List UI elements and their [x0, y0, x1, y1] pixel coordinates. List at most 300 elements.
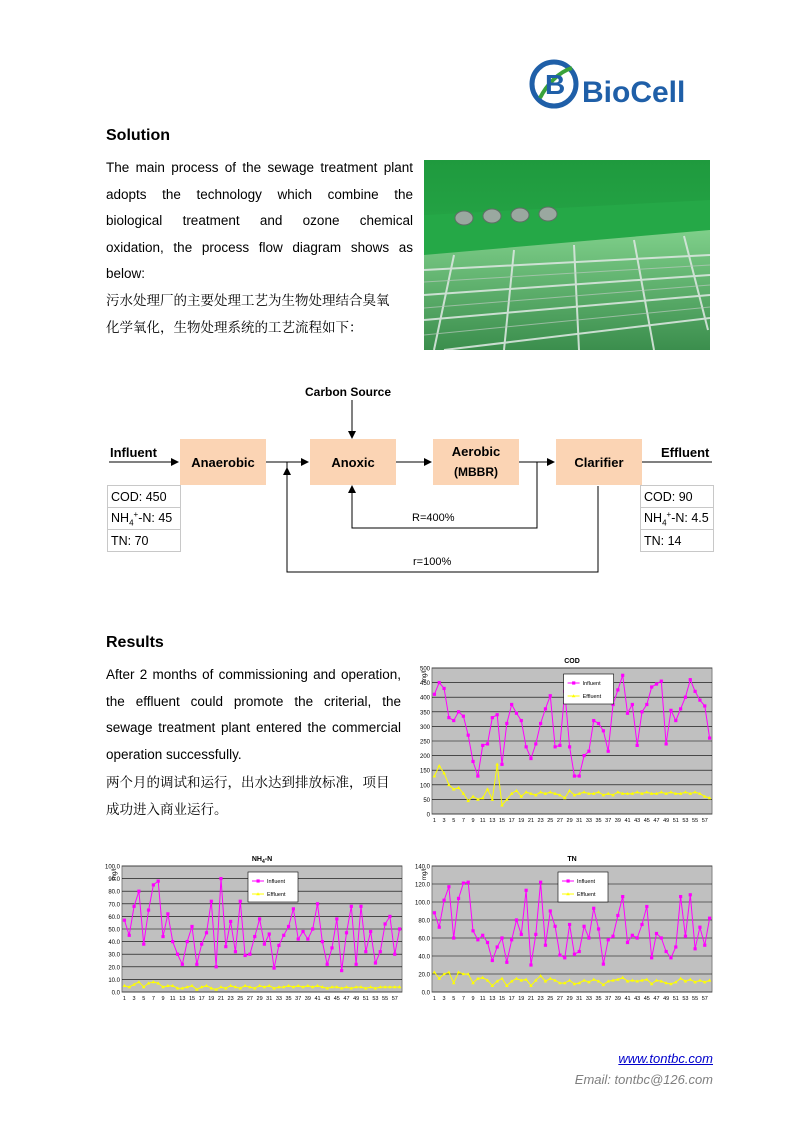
data-point	[694, 690, 697, 693]
data-point	[515, 918, 518, 921]
data-point	[549, 909, 552, 912]
x-tick-label: 21	[217, 996, 225, 1002]
data-point	[355, 963, 358, 966]
x-tick-label: 39	[614, 818, 621, 824]
data-point	[660, 680, 663, 683]
data-point	[529, 757, 532, 760]
data-point	[350, 905, 353, 908]
influent-tn: TN: 70	[107, 529, 181, 552]
x-tick-label: 15	[188, 996, 196, 1002]
data-point	[573, 953, 576, 956]
treatment-tank-photo	[424, 160, 710, 350]
data-point	[602, 729, 605, 732]
data-point	[534, 933, 537, 936]
data-point	[123, 919, 126, 922]
x-tick-label: 5	[452, 818, 456, 824]
y-tick-label: 90.0	[108, 877, 120, 884]
legend-label: Effluent	[577, 892, 596, 898]
x-tick-label: 45	[333, 996, 340, 1002]
data-point	[679, 895, 682, 898]
x-tick-label: 55	[692, 818, 699, 824]
data-point	[335, 917, 338, 920]
x-tick-label: 55	[382, 996, 389, 1002]
data-point	[287, 925, 290, 928]
data-point	[433, 693, 436, 696]
data-point	[544, 707, 547, 710]
data-point	[457, 897, 460, 900]
data-point	[534, 742, 537, 745]
data-point	[486, 742, 489, 745]
results-line-1: After 2 months of commissioning and operation,	[106, 667, 401, 682]
x-tick-label: 9	[471, 996, 475, 1002]
x-tick-label: 7	[461, 818, 465, 824]
data-point	[505, 722, 508, 725]
x-tick-label: 11	[169, 996, 176, 1002]
results-cn-line-1: 两个月的调试和运行，出水达到排放标准，项目	[106, 775, 390, 791]
y-tick-label: 0.0	[421, 990, 430, 997]
solution-line-1: The main process of the sewage treatment plant	[106, 160, 413, 175]
data-point	[640, 710, 643, 713]
x-tick-label: 51	[362, 996, 369, 1002]
data-point	[321, 940, 324, 943]
data-point	[481, 934, 484, 937]
y-tick-label: 250	[419, 739, 430, 746]
data-point	[326, 963, 329, 966]
data-point	[438, 681, 441, 684]
legend	[558, 872, 608, 902]
carbon-source-label: Carbon Source	[305, 385, 392, 399]
x-tick-label: 29	[566, 818, 573, 824]
x-tick-label: 27	[556, 996, 563, 1002]
data-point	[359, 905, 362, 908]
data-point	[215, 965, 218, 968]
x-tick-label: 23	[537, 818, 544, 824]
x-tick-label: 3	[442, 818, 446, 824]
x-tick-label: 53	[682, 818, 689, 824]
x-tick-label: 45	[643, 996, 650, 1002]
data-point	[253, 935, 256, 938]
x-tick-label: 1	[122, 996, 126, 1002]
x-tick-label: 57	[701, 818, 708, 824]
data-point	[292, 907, 295, 910]
data-point	[176, 953, 179, 956]
data-point	[650, 685, 653, 688]
data-point	[520, 719, 523, 722]
data-point	[272, 966, 275, 969]
legend-label: Effluent	[582, 694, 602, 700]
data-point	[616, 914, 619, 917]
aerobic-box	[433, 439, 519, 485]
data-point	[587, 750, 590, 753]
data-point	[607, 750, 610, 753]
data-point	[568, 745, 571, 748]
data-point	[582, 925, 585, 928]
data-point	[369, 930, 372, 933]
data-point	[181, 963, 184, 966]
x-tick-label: 3	[442, 996, 446, 1002]
results-line-3: sewage treatment plant entered the commercial	[106, 720, 401, 735]
effluent-nh4-text: $NH_4^+-N$: 4.5	[644, 509, 709, 528]
data-point	[621, 674, 624, 677]
x-tick-label: 21	[527, 996, 535, 1002]
y-tick-label: 0.0	[111, 990, 120, 997]
x-tick-label: 11	[479, 818, 486, 824]
x-tick-label: 31	[576, 818, 583, 824]
data-point	[476, 774, 479, 777]
data-point	[602, 963, 605, 966]
data-point	[471, 929, 474, 932]
data-point	[578, 950, 581, 953]
data-point	[698, 926, 701, 929]
data-point	[684, 935, 687, 938]
legend	[564, 674, 614, 704]
data-point	[694, 947, 697, 950]
x-tick-label: 23	[537, 996, 544, 1002]
data-point	[645, 703, 648, 706]
data-point	[282, 934, 285, 937]
data-point	[471, 760, 474, 763]
data-point	[457, 710, 460, 713]
x-tick-label: 41	[624, 818, 631, 824]
x-tick-label: 9	[161, 996, 165, 1002]
x-tick-label: 29	[566, 996, 573, 1002]
sludge-recycle-label: r=100%	[413, 556, 452, 568]
data-point	[384, 922, 387, 925]
data-point	[669, 709, 672, 712]
data-point	[505, 961, 508, 964]
x-tick-label: 49	[663, 996, 670, 1002]
x-tick-label: 5	[142, 996, 146, 1002]
data-point	[558, 954, 561, 957]
y-tick-label: 80.0	[418, 918, 430, 925]
data-point	[510, 938, 513, 941]
solution-line-3: biological treatment and ozone chemical	[106, 213, 413, 228]
data-point	[306, 937, 309, 940]
data-point	[500, 936, 503, 939]
data-point	[655, 682, 658, 685]
y-tick-label: 450	[419, 681, 430, 688]
anaerobic-label: Anaerobic	[191, 454, 255, 470]
x-tick-label: 15	[498, 996, 506, 1002]
x-tick-label: 13	[489, 818, 496, 824]
y-tick-label: 60.0	[108, 914, 120, 921]
data-point	[616, 688, 619, 691]
x-tick-label: 33	[585, 996, 592, 1002]
email-text: Email: tontbc@126.com	[574, 1072, 713, 1087]
biocell-logo-mark	[528, 58, 718, 110]
y-tick-label: 100.0	[104, 864, 120, 871]
x-tick-label: 7	[151, 996, 155, 1002]
x-tick-label: 25	[547, 818, 554, 824]
data-point	[340, 969, 343, 972]
data-point	[665, 742, 668, 745]
effluent-cod: COD: 90	[640, 485, 714, 508]
data-point	[597, 722, 600, 725]
data-point	[626, 941, 629, 944]
x-tick-label: 47	[343, 996, 350, 1002]
data-point	[636, 936, 639, 939]
data-point	[229, 920, 232, 923]
data-point	[679, 707, 682, 710]
data-point	[447, 716, 450, 719]
data-point	[554, 745, 557, 748]
x-tick-label: 25	[547, 996, 554, 1002]
x-tick-label: 57	[391, 996, 398, 1002]
data-point	[611, 935, 614, 938]
data-point	[689, 678, 692, 681]
data-point	[248, 953, 251, 956]
data-point	[433, 911, 436, 914]
x-tick-label: 23	[227, 996, 234, 1002]
x-tick-label: 1	[432, 996, 436, 1002]
y-tick-label: 20.0	[108, 965, 120, 972]
data-point	[544, 944, 547, 947]
data-point	[438, 926, 441, 929]
data-point	[186, 940, 189, 943]
data-point	[708, 917, 711, 920]
x-tick-label: 33	[275, 996, 282, 1002]
y-tick-label: 10.0	[108, 977, 120, 984]
data-point	[515, 712, 518, 715]
data-point	[592, 719, 595, 722]
y-axis-label: mg/l	[112, 868, 118, 880]
data-point	[462, 715, 465, 718]
data-point	[558, 744, 561, 747]
y-tick-label: 140.0	[414, 864, 430, 871]
data-point	[549, 694, 552, 697]
logo-wordmark: BioCell	[582, 76, 686, 109]
data-point	[166, 912, 169, 915]
data-point	[316, 902, 319, 905]
anoxic-label: Anoxic	[331, 454, 375, 470]
data-point	[578, 774, 581, 777]
data-point	[345, 931, 348, 934]
data-point	[447, 885, 450, 888]
data-point	[311, 927, 314, 930]
data-point	[500, 763, 503, 766]
influent-nh4-text: $NH_4^+-N$: 45	[111, 509, 173, 528]
x-tick-label: 51	[672, 996, 679, 1002]
data-point	[157, 880, 160, 883]
x-tick-label: 17	[508, 996, 515, 1002]
data-point	[297, 937, 300, 940]
x-tick-label: 5	[452, 996, 456, 1002]
y-tick-label: 120.0	[414, 882, 430, 889]
data-point	[621, 895, 624, 898]
solution-line-5: below:	[106, 266, 146, 281]
website-link[interactable]: www.tontbc.com	[618, 1051, 713, 1066]
y-tick-label: 300	[419, 724, 430, 731]
x-tick-label: 29	[256, 996, 263, 1002]
data-point	[258, 917, 261, 920]
y-tick-label: 400	[419, 695, 430, 702]
x-tick-label: 37	[605, 818, 612, 824]
influent-cod: COD: 450	[107, 485, 181, 508]
effluent-label: Effluent	[661, 445, 710, 460]
x-tick-label: 43	[634, 996, 641, 1002]
x-tick-label: 51	[672, 818, 679, 824]
data-point	[393, 953, 396, 956]
data-point	[200, 943, 203, 946]
data-point	[496, 945, 499, 948]
y-tick-label: 100.0	[414, 900, 430, 907]
results-line-4: operation successfully.	[106, 746, 242, 762]
data-point	[268, 932, 271, 935]
data-point	[525, 889, 528, 892]
data-point	[152, 883, 155, 886]
influent-label: Influent	[110, 445, 157, 460]
legend-label: Influent	[577, 879, 596, 885]
x-tick-label: 27	[556, 818, 563, 824]
data-point	[486, 941, 489, 944]
y-axis-label: mg/l	[422, 868, 428, 880]
x-tick-label: 9	[471, 818, 475, 824]
data-point	[195, 963, 198, 966]
biocell-logo	[528, 58, 718, 110]
data-point	[467, 881, 470, 884]
effluent-tn: TN: 14	[640, 529, 714, 552]
y-tick-label: 40.0	[108, 940, 120, 947]
data-point	[277, 944, 280, 947]
solution-line-4: oxidation, the process flow diagram shows as	[106, 239, 413, 255]
data-point	[210, 900, 213, 903]
x-tick-label: 55	[692, 996, 699, 1002]
x-tick-label: 41	[624, 996, 631, 1002]
legend	[248, 872, 298, 902]
y-tick-label: 200	[419, 754, 430, 761]
x-tick-label: 31	[266, 996, 273, 1002]
data-point	[698, 699, 701, 702]
results-text-cn	[106, 770, 406, 823]
x-tick-label: 11	[479, 996, 486, 1002]
x-tick-label: 49	[663, 818, 670, 824]
data-point	[301, 930, 304, 933]
anoxic-box	[310, 439, 396, 485]
data-point	[703, 944, 706, 947]
data-point	[684, 696, 687, 699]
data-point	[674, 945, 677, 948]
solution-cn-line-2: 化学氧化，生物处理系统的工艺流程如下：	[106, 319, 363, 336]
data-point	[510, 703, 513, 706]
results-heading: Results	[106, 634, 164, 651]
data-point	[263, 943, 266, 946]
data-point	[442, 687, 445, 690]
data-point	[703, 704, 706, 707]
data-point	[607, 938, 610, 941]
data-point	[568, 923, 571, 926]
x-tick-label: 53	[682, 996, 689, 1002]
y-tick-label: 0	[426, 812, 430, 819]
chart-title: COD	[564, 658, 580, 665]
x-tick-label: 57	[701, 996, 708, 1002]
data-point	[379, 950, 382, 953]
data-point	[491, 959, 494, 962]
x-tick-label: 7	[461, 996, 465, 1002]
cod-chart	[410, 652, 716, 834]
y-tick-label: 70.0	[108, 902, 120, 909]
solution-text-cn	[106, 288, 426, 341]
solution-heading: Solution	[106, 127, 170, 144]
x-tick-label: 25	[237, 996, 244, 1002]
data-point	[563, 956, 566, 959]
data-point	[592, 907, 595, 910]
y-tick-label: 60.0	[418, 936, 430, 943]
data-point	[219, 877, 222, 880]
data-point	[205, 931, 208, 934]
x-tick-label: 35	[595, 818, 602, 824]
mbbr-label: (MBBR)	[454, 465, 498, 479]
y-tick-label: 50.0	[108, 927, 120, 934]
data-point	[491, 716, 494, 719]
x-tick-label: 19	[208, 996, 215, 1002]
x-tick-label: 3	[132, 996, 136, 1002]
data-point	[520, 933, 523, 936]
results-cn-line-2: 成功进入商业运行。	[106, 801, 228, 818]
tn-chart	[410, 850, 716, 1012]
x-tick-label: 19	[518, 996, 525, 1002]
data-point	[442, 899, 445, 902]
y-tick-label: 30.0	[108, 952, 120, 959]
x-tick-label: 39	[304, 996, 311, 1002]
x-tick-label: 21	[527, 818, 535, 824]
x-tick-label: 15	[498, 818, 506, 824]
data-point	[626, 712, 629, 715]
data-point	[128, 934, 131, 937]
y-axis-label: mg/l	[422, 670, 428, 682]
data-point	[171, 940, 174, 943]
x-tick-label: 37	[605, 996, 612, 1002]
effluent-nh4	[640, 507, 714, 530]
influent-nh4	[107, 507, 181, 530]
data-point	[476, 938, 479, 941]
x-tick-label: 17	[508, 818, 515, 824]
data-point	[452, 936, 455, 939]
x-tick-label: 45	[643, 818, 650, 824]
results-line-2: the effluent could promote the criterial, the	[106, 693, 401, 709]
data-point	[529, 963, 532, 966]
data-point	[525, 745, 528, 748]
y-tick-label: 40.0	[418, 954, 430, 961]
data-point	[640, 923, 643, 926]
data-point	[674, 719, 677, 722]
chart-title: $NH_4-N$	[251, 856, 273, 865]
x-tick-label: 53	[372, 996, 379, 1002]
x-tick-label: 31	[576, 996, 583, 1002]
aerobic-label: Aerobic	[451, 444, 501, 459]
solution-line-2: adopts the technology which combine the	[106, 186, 413, 202]
data-point	[587, 936, 590, 939]
y-tick-label: 80.0	[108, 889, 120, 896]
anaerobic-box	[180, 439, 266, 485]
y-tick-label: 150	[419, 768, 430, 775]
data-point	[539, 881, 542, 884]
legend-label: Influent	[267, 879, 286, 885]
data-point	[650, 956, 653, 959]
data-point	[132, 905, 135, 908]
data-point	[452, 719, 455, 722]
x-tick-label: 35	[285, 996, 292, 1002]
x-tick-label: 17	[198, 996, 205, 1002]
data-point	[330, 946, 333, 949]
data-point	[636, 744, 639, 747]
chart-title: TN	[567, 856, 577, 863]
y-tick-label: 50	[423, 797, 430, 804]
legend-label: Effluent	[267, 892, 286, 898]
data-point	[655, 932, 658, 935]
data-point	[374, 961, 377, 964]
data-point	[462, 882, 465, 885]
x-tick-label: 41	[314, 996, 321, 1002]
